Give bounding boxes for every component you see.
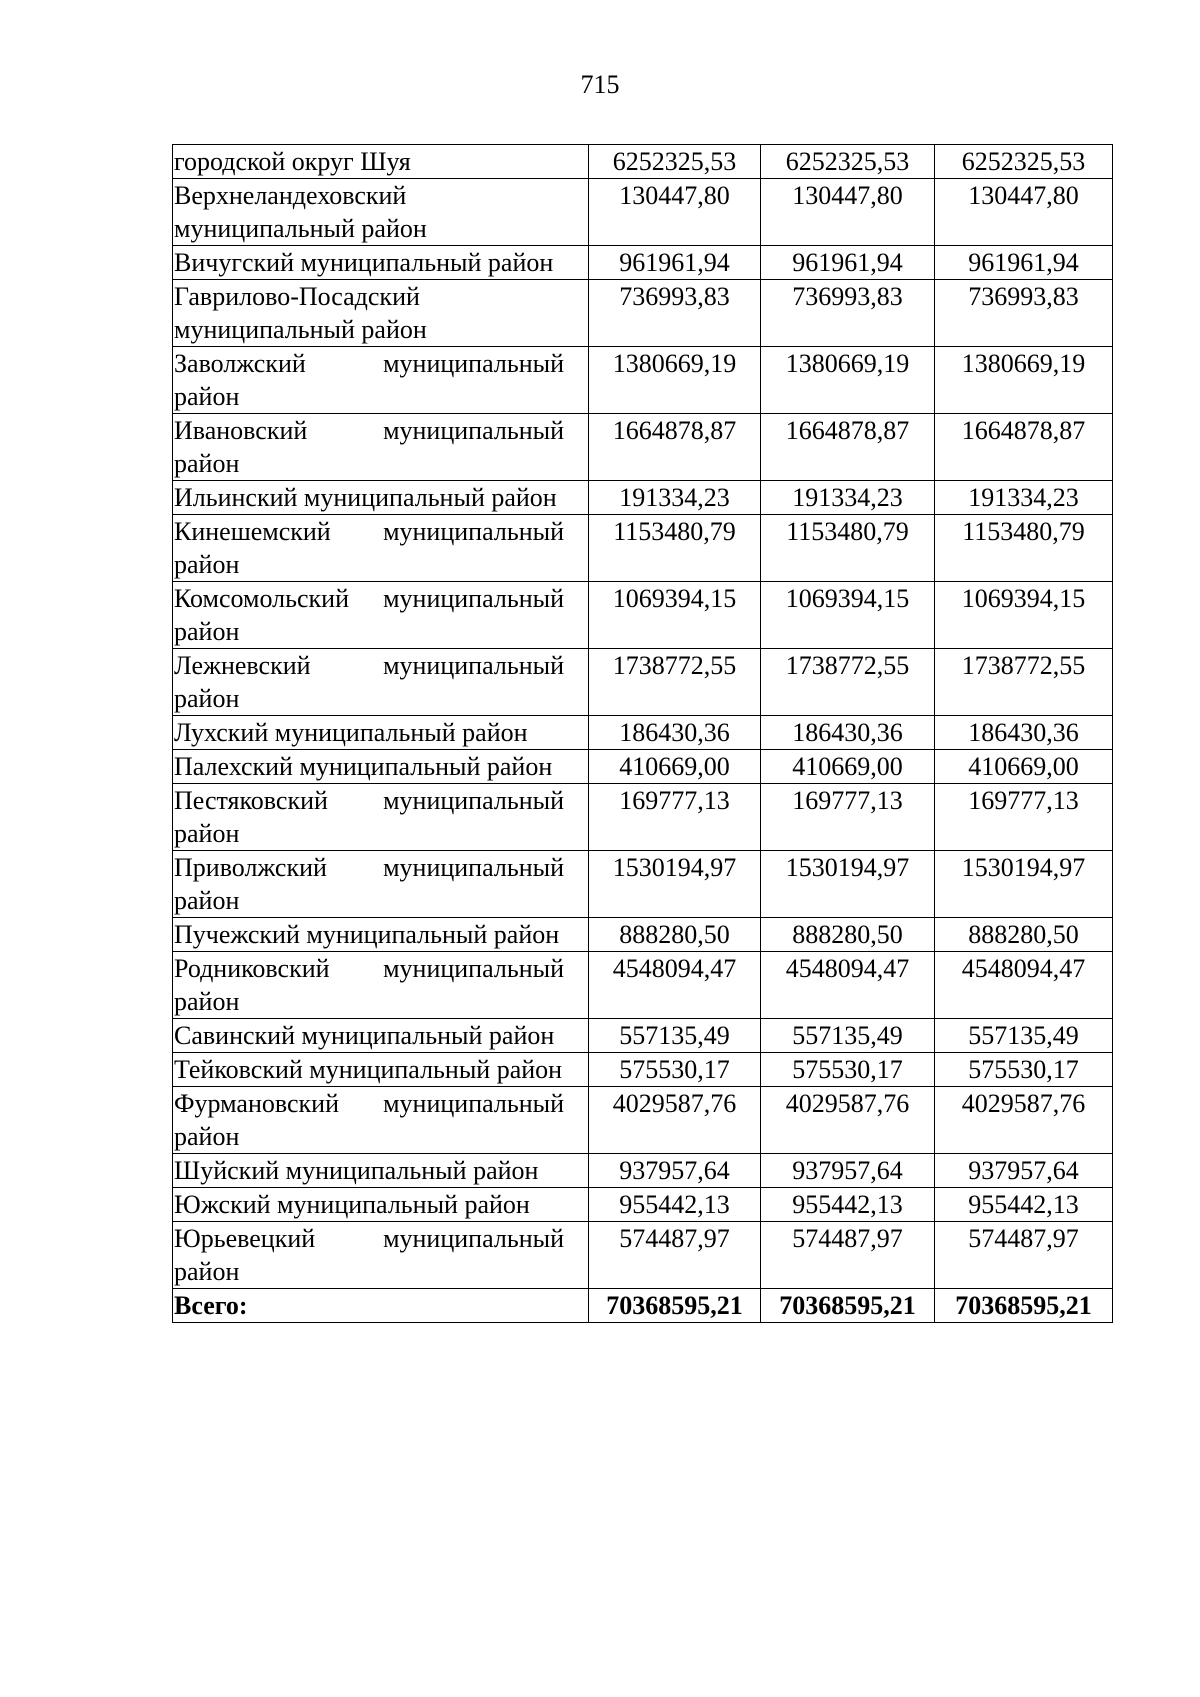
amount-cell: 130447,80 (761, 179, 935, 246)
amount-cell: 736993,83 (935, 280, 1113, 347)
amount-cell: 1530194,97 (761, 851, 935, 918)
amount-cell: 1380669,19 (761, 347, 935, 414)
amount-cell: 191334,23 (589, 481, 761, 515)
amount-cell: 1738772,55 (935, 649, 1113, 716)
amount-cell: 955442,13 (761, 1188, 935, 1222)
total-amount-cell: 70368595,21 (589, 1289, 761, 1323)
amount-cell: 186430,36 (935, 716, 1113, 750)
amount-cell: 574487,97 (761, 1222, 935, 1289)
amount-cell: 169777,13 (761, 784, 935, 851)
amount-cell: 6252325,53 (589, 145, 761, 179)
district-name-cell (173, 246, 589, 280)
amount-cell: 961961,94 (589, 246, 761, 280)
amount-cell: 186430,36 (589, 716, 761, 750)
amount-cell: 130447,80 (935, 179, 1113, 246)
table-row (173, 750, 1113, 784)
amount-cell: 961961,94 (761, 246, 935, 280)
amount-cell: 410669,00 (935, 750, 1113, 784)
amount-cell: 1664878,87 (589, 414, 761, 481)
district-name-cell (173, 1222, 589, 1289)
district-name-cell (173, 145, 589, 179)
table-row (173, 280, 1113, 347)
district-name-cell (173, 582, 589, 649)
amount-cell: 4548094,47 (761, 952, 935, 1019)
page-number: 715 (580, 70, 620, 99)
amount-cell: 574487,97 (935, 1222, 1113, 1289)
district-name: Вичугский муниципальный район (174, 248, 554, 277)
district-name-cell (173, 716, 589, 750)
amount-cell: 4029587,76 (761, 1087, 935, 1154)
amount-cell: 191334,23 (935, 481, 1113, 515)
district-name-cell (173, 1053, 589, 1087)
amount-cell: 1380669,19 (935, 347, 1113, 414)
table-row (173, 918, 1113, 952)
amount-cell: 557135,49 (589, 1019, 761, 1053)
budget-table (172, 144, 1113, 1323)
district-name-cell (173, 515, 589, 582)
district-name-cell (173, 1019, 589, 1053)
amount-cell: 4548094,47 (589, 952, 761, 1019)
amount-cell: 888280,50 (761, 918, 935, 952)
district-name-cell (173, 784, 589, 851)
table-row (173, 347, 1113, 414)
district-name-cell (173, 414, 589, 481)
district-name: Гаврилово-Посадский муниципальный район (174, 282, 427, 344)
table-row (173, 784, 1113, 851)
table-row (173, 1154, 1113, 1188)
district-name: Фурмановский муниципальный район (174, 1089, 564, 1151)
district-name-cell (173, 347, 589, 414)
district-name-cell (173, 1087, 589, 1154)
table-row (173, 851, 1113, 918)
district-name: Заволжский муниципальный район (174, 349, 564, 411)
amount-cell: 961961,94 (935, 246, 1113, 280)
total-amount-cell: 70368595,21 (935, 1289, 1113, 1323)
table-row (173, 145, 1113, 179)
amount-cell: 575530,17 (589, 1053, 761, 1087)
table-row (173, 481, 1113, 515)
amount-cell: 888280,50 (935, 918, 1113, 952)
district-name-cell (173, 280, 589, 347)
district-name: Шуйский муниципальный район (174, 1156, 539, 1185)
table-row (173, 649, 1113, 716)
district-name-cell (173, 750, 589, 784)
amount-cell: 1069394,15 (935, 582, 1113, 649)
amount-cell: 1738772,55 (589, 649, 761, 716)
district-name: городской округ Шуя (174, 147, 411, 176)
amount-cell: 1738772,55 (761, 649, 935, 716)
amount-cell: 1530194,97 (589, 851, 761, 918)
amount-cell: 6252325,53 (935, 145, 1113, 179)
amount-cell: 169777,13 (589, 784, 761, 851)
district-name: Комсомольский муниципальный район (174, 584, 564, 646)
district-name: Пучежский муниципальный район (174, 920, 560, 949)
district-name: Савинский муниципальный район (174, 1021, 555, 1050)
amount-cell: 575530,17 (761, 1053, 935, 1087)
district-name: Южский муниципальный район (174, 1190, 530, 1219)
amount-cell: 410669,00 (589, 750, 761, 784)
amount-cell: 937957,64 (589, 1154, 761, 1188)
amount-cell: 575530,17 (935, 1053, 1113, 1087)
district-name: Палехский муниципальный район (174, 752, 553, 781)
district-name-cell (173, 1188, 589, 1222)
amount-cell: 955442,13 (935, 1188, 1113, 1222)
table-body (173, 145, 1113, 1323)
amount-cell: 937957,64 (935, 1154, 1113, 1188)
amount-cell: 1153480,79 (589, 515, 761, 582)
amount-cell: 186430,36 (761, 716, 935, 750)
amount-cell: 736993,83 (589, 280, 761, 347)
amount-cell: 130447,80 (589, 179, 761, 246)
total-row (173, 1289, 1113, 1323)
table-row (173, 1222, 1113, 1289)
district-name: Тейковский муниципальный район (174, 1055, 563, 1084)
district-name: Юрьевецкий муниципальный район (174, 1224, 564, 1286)
table-row (173, 1188, 1113, 1222)
district-name: Пестяковский муниципальный район (174, 786, 564, 848)
district-name: Лухский муниципальный район (174, 718, 528, 747)
table-row (173, 246, 1113, 280)
amount-cell: 4029587,76 (935, 1087, 1113, 1154)
amount-cell: 955442,13 (589, 1188, 761, 1222)
amount-cell: 574487,97 (589, 1222, 761, 1289)
amount-cell: 1069394,15 (589, 582, 761, 649)
amount-cell: 736993,83 (761, 280, 935, 347)
table-row (173, 1053, 1113, 1087)
amount-cell: 1664878,87 (935, 414, 1113, 481)
amount-cell: 937957,64 (761, 1154, 935, 1188)
amount-cell: 557135,49 (761, 1019, 935, 1053)
table-row (173, 1019, 1113, 1053)
district-name: Верхнеландеховский муниципальный район (174, 181, 427, 243)
table-row (173, 179, 1113, 246)
amount-cell: 557135,49 (935, 1019, 1113, 1053)
district-name-cell (173, 918, 589, 952)
amount-cell: 1153480,79 (761, 515, 935, 582)
district-name-cell (173, 179, 589, 246)
district-name-cell (173, 481, 589, 515)
district-name-cell (173, 952, 589, 1019)
district-name: Ильинский муниципальный район (174, 483, 557, 512)
total-amount-cell: 70368595,21 (761, 1289, 935, 1323)
table-row (173, 952, 1113, 1019)
amount-cell: 888280,50 (589, 918, 761, 952)
table-row (173, 1087, 1113, 1154)
amount-cell: 1664878,87 (761, 414, 935, 481)
district-name: Кинешемский муниципальный район (174, 517, 564, 579)
district-name-cell (173, 851, 589, 918)
district-name: Родниковский муниципальный район (174, 954, 564, 1016)
district-name-cell (173, 1154, 589, 1188)
amount-cell: 6252325,53 (761, 145, 935, 179)
district-name-cell (173, 649, 589, 716)
amount-cell: 4029587,76 (589, 1087, 761, 1154)
amount-cell: 1380669,19 (589, 347, 761, 414)
table-row (173, 414, 1113, 481)
table-row (173, 515, 1113, 582)
district-name: Ивановский муниципальный район (174, 416, 564, 478)
table-row (173, 716, 1113, 750)
district-name: Приволжский муниципальный район (174, 853, 564, 915)
table-row (173, 582, 1113, 649)
amount-cell: 169777,13 (935, 784, 1113, 851)
district-name: Лежневский муниципальный район (174, 651, 564, 713)
amount-cell: 1530194,97 (935, 851, 1113, 918)
amount-cell: 191334,23 (761, 481, 935, 515)
amount-cell: 4548094,47 (935, 952, 1113, 1019)
amount-cell: 1153480,79 (935, 515, 1113, 582)
amount-cell: 410669,00 (761, 750, 935, 784)
total-label: Всего: (173, 1289, 589, 1323)
amount-cell: 1069394,15 (761, 582, 935, 649)
